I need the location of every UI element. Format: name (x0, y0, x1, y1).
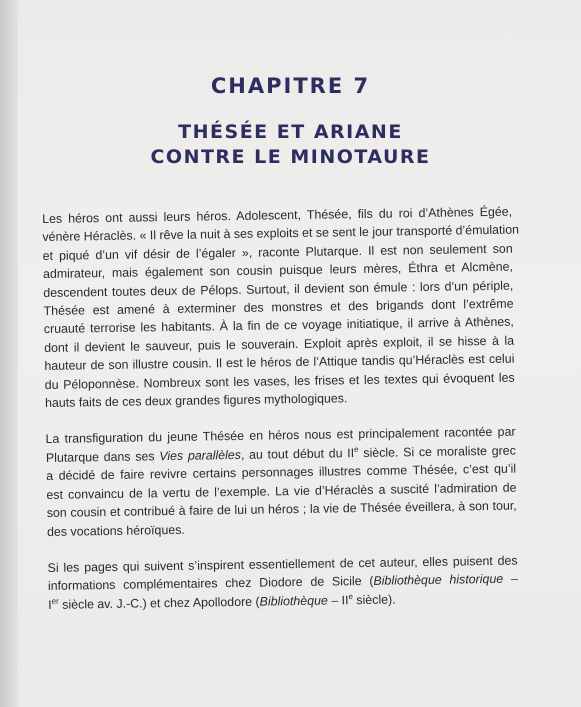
superscript: e (348, 591, 353, 601)
text-line: La transfiguration du jeune Thésée en héros nous est principalement racontée par (45, 425, 516, 447)
book-title-italic: Vies parallèles (159, 447, 242, 464)
text-line: hauts faits de ces deux grandes figures mythologiques. (44, 391, 348, 411)
superscript: e (354, 444, 359, 454)
text-line: vénère Héraclès. « Il rêve la nuit à ses exploits et se sent le jour transporté d’émulation (42, 222, 520, 245)
paragraph-3 (47, 551, 518, 614)
text-line: et piqué d’un vif désir de l’égaler », raconte Plutarque. Il est non seulement son (42, 241, 513, 263)
chapter-body (42, 203, 519, 632)
text-line: hauteur de son illustre cousin. Il est le héros de l’Attique tandis qu’Héraclès est celui (44, 351, 515, 374)
chapter-title-line-2: CONTRE LE MINOTAURE (150, 146, 431, 168)
text-run: – (503, 571, 518, 587)
text-line: Les héros ont aussi leurs héros. Adolescent, Thésée, fils du roi d’Athènes Égée, (42, 204, 513, 226)
text-run: informations complémentaires chez Diodore de Sicile ( (47, 574, 374, 594)
text-line: Si les pages qui suivent s’inspirent essentiellement de cet auteur, elles puisent des (47, 553, 518, 575)
book-title-italic: Bibliothèque (259, 593, 328, 609)
text-run: – II (327, 592, 349, 608)
chapter-title-line-1: THÉSÉE ET ARIANE (178, 121, 403, 143)
text-run: siècle av. J.-C.) et chez Apollodore ( (58, 594, 260, 612)
text-run: , au tout début du II (240, 446, 355, 462)
text-line: dont il devient le sauveur, puis le souverain. Exploit après exploit, il se hisse à la (44, 333, 515, 355)
text-line: Thésée est amené à exterminer des monstres et des brigands dont l’extrême (43, 296, 514, 319)
text-line: du Péloponnèse. Nombreux sont les vases, les frises et les textes qui évoquent les (44, 370, 515, 392)
text-line: des vocations héroïques. (46, 522, 185, 539)
text-run: siècle. Si ce moraliste grec (358, 443, 516, 460)
page-edge-shadow (0, 0, 18, 707)
text-run: I (48, 597, 52, 612)
text-line: a décidé de faire revivre certains personnages illustres comme Thésée, c’est qu’il (46, 461, 517, 484)
book-title-italic: Bibliothèque historique (373, 572, 504, 589)
text-line: son cousin et contribué à faire de lui un héros ; la vie de Thésée éveillera, à son tour, (46, 498, 517, 521)
text-line: admirateur, mais également son cousin puisque leurs mères, Éthra et Alcmène, (42, 259, 514, 282)
text-line: descendent toutes deux de Pélops. Surtout, il devient son émule : lors d’un périple, (43, 278, 514, 300)
paragraph-1 (42, 203, 520, 413)
text-run: Plutarque dans ses (45, 449, 160, 465)
text-line: est convaincu de la vertu de l’exemple. La vie d’Héraclès a suscité l’admiration de (46, 480, 517, 502)
chapter-title (0, 120, 581, 170)
text-run: siècle). (352, 592, 396, 607)
paragraph-2 (45, 423, 517, 541)
text-line: cruauté terrorise les habitants. À la fin de ce voyage initiatique, il arrive à Athènes, (43, 315, 514, 337)
chapter-label: CHAPITRE 7 (210, 74, 371, 98)
superscript: er (51, 596, 59, 606)
